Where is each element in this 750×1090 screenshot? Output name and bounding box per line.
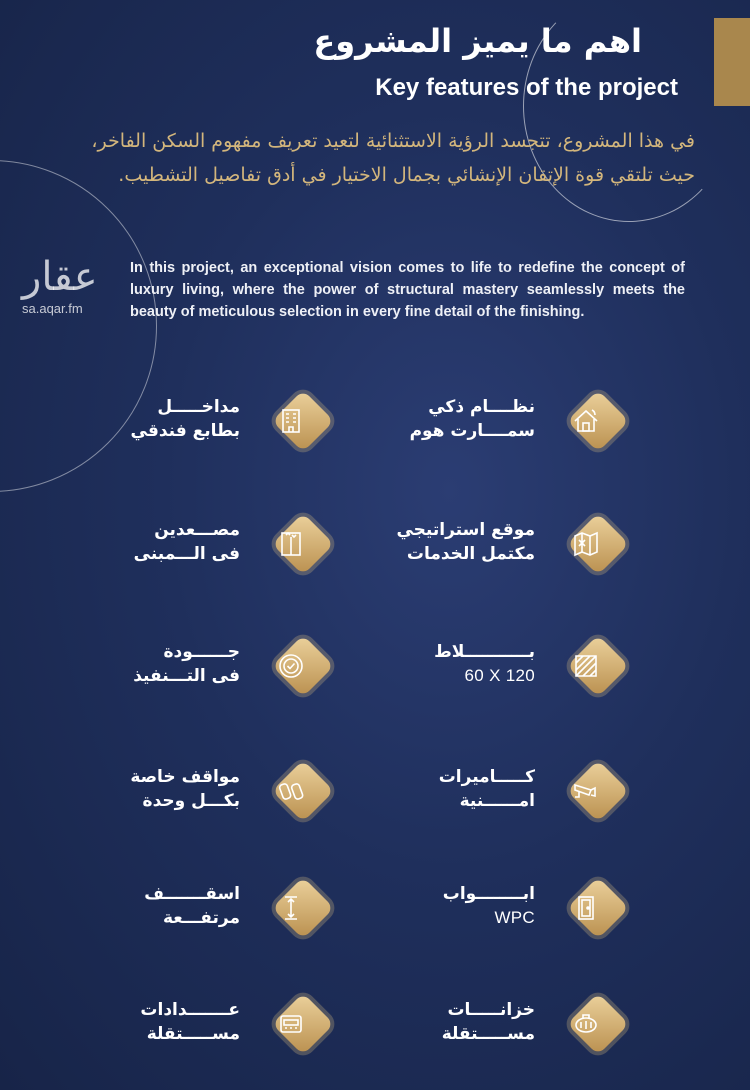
feature-label: ابــــــــواب WPC xyxy=(442,884,535,927)
feature-hotel-entrances xyxy=(25,395,325,467)
quality-badge-icon xyxy=(261,636,321,696)
tiles-icon xyxy=(556,636,616,696)
feature-private-parking xyxy=(25,765,325,837)
feature-label: مداخـــــل بطابع فندقي xyxy=(130,397,240,441)
feature-label: خزانـــــات مســـــتقلة xyxy=(441,1000,535,1044)
feature-strategic-location xyxy=(320,518,620,590)
hotel-building-icon xyxy=(261,391,321,451)
water-tank-icon xyxy=(556,994,616,1054)
feature-label: اسقـــــــف مرتفـــعة xyxy=(144,884,240,928)
feature-label: عـــــــدادات مســـــتقلة xyxy=(140,1000,240,1044)
intro-paragraph-english: In this project, an exceptional vision comes to life to redefine the concept of luxury living, where the power of structural mastery seamlessly meets the beauty of meticulous selection in every fine detail of the finishing. xyxy=(130,260,685,320)
feature-independent-meters xyxy=(25,998,325,1070)
map-location-icon xyxy=(556,514,616,574)
feature-quality xyxy=(25,640,325,712)
elevator-icon xyxy=(261,514,321,574)
feature-high-ceilings xyxy=(25,882,325,954)
feature-elevators xyxy=(25,518,325,590)
feature-smart-home xyxy=(320,395,620,467)
page-title-arabic: اهم ما يميز المشروع xyxy=(313,22,642,60)
watermark-url: sa.aqar.fm xyxy=(22,301,83,316)
feature-wpc-doors xyxy=(320,882,620,954)
feature-label: بـــــــــــلاط 60 X 120 xyxy=(434,642,535,685)
feature-label: مواقف خاصة بكـــل وحدة xyxy=(130,767,240,811)
intro-paragraph-arabic: في هذا المشروع، تتجسد الرؤية الاستثنائية لتعيد تعريف مفهوم السكن الفاخر، حيث تلتقي قوة الإتقان الإنشائي بجمال الاختيار في أدق تفاصيل التشطيب. xyxy=(91,130,695,186)
watermark xyxy=(22,255,98,316)
feature-label: كـــــاميرات امــــــنية xyxy=(438,767,535,811)
feature-security-cameras xyxy=(320,765,620,837)
door-icon xyxy=(556,878,616,938)
feature-tiles xyxy=(320,640,620,712)
feature-label: جــــــودة فى التـــنفيذ xyxy=(133,642,240,686)
feature-independent-tanks xyxy=(320,998,620,1070)
high-ceiling-icon xyxy=(261,878,321,938)
parking-cars-icon xyxy=(261,761,321,821)
watermark-logo: عقار xyxy=(22,254,98,300)
feature-label: نظــــام ذكي سمــــارت هوم xyxy=(409,397,535,441)
security-camera-icon xyxy=(556,761,616,821)
feature-label: مصـــعدين فى الـــمبنى xyxy=(133,520,240,564)
feature-label: موقع استراتيجي مكتمل الخدمات xyxy=(396,520,535,564)
page-title-english: Key features of the project xyxy=(375,74,678,101)
smart-home-icon xyxy=(556,391,616,451)
meter-icon xyxy=(261,994,321,1054)
